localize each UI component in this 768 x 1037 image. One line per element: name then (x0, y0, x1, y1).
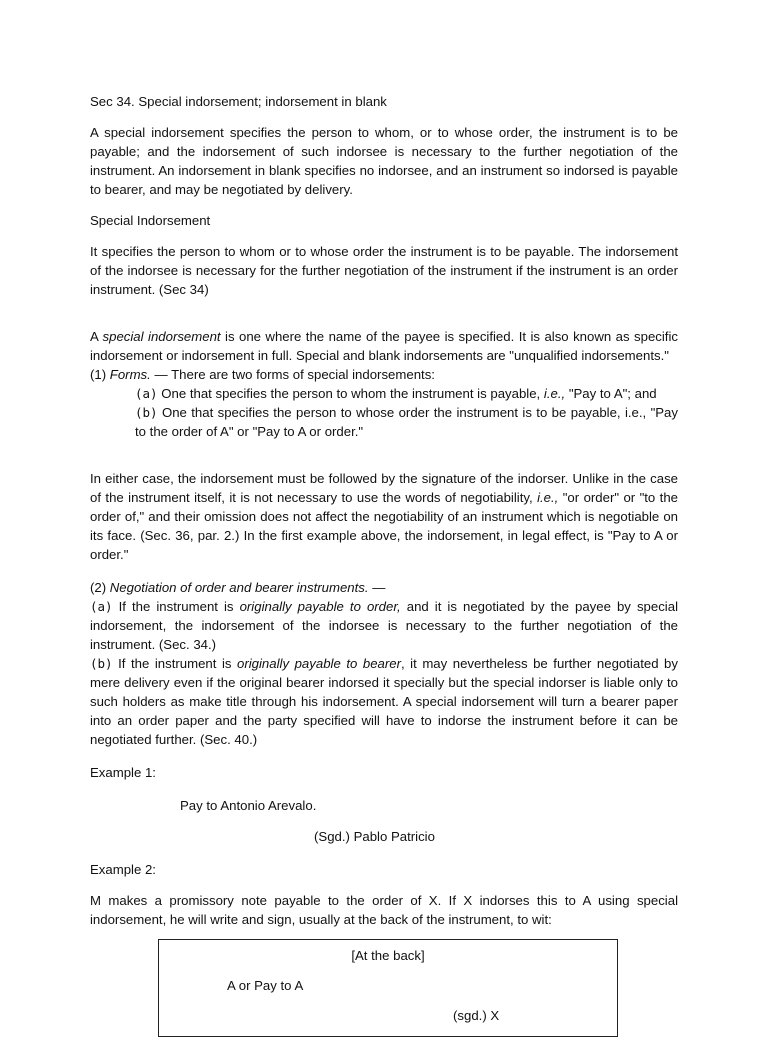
box-heading: [At the back] (351, 948, 425, 963)
list-marker: (b) (90, 656, 113, 671)
box-pay-line: A or Pay to A (227, 978, 304, 993)
italic-term: i.e., (537, 490, 559, 505)
list-marker: (a) (135, 386, 158, 401)
negotiation-b-item (90, 654, 678, 749)
section-title: Sec 34. Special indorsement; indorsement in blank (90, 94, 387, 109)
example2-paragraph: M makes a promissory note payable to the order of X. If X indorses this to A using special indorsement, he will write and sign, usually at the back of the instrument, to wit: (90, 893, 678, 927)
example1-signature: (Sgd.) Pablo Patricio (314, 829, 435, 844)
text-segment: (2) (90, 580, 110, 595)
form-a-item (90, 384, 678, 403)
text-segment: , it may nevertheless be further negotiated by mere delivery even if the original bearer indorsed it specially but the special indorser is liable only to such holders as make title through his indorsement. A special indorsement will turn a bearer paper into an order paper and the party specified will have to indorse the instrument before it can be negotiated further. (Sec. 40.) (90, 656, 678, 747)
text-segment: In either case, the indorsement must be followed by the signature of the indorser. Unlike in the case of the instrument itself, it is not necessary to use the words of negotiability, (90, 471, 678, 505)
text-segment: A (90, 329, 103, 344)
italic-term: Forms. (109, 367, 151, 382)
text-segment: — There are two forms of special indorsements: (150, 367, 435, 382)
text-segment: "or order" or "to the order of," and their omission does not affect the negotiability of an instrument which is negotiable on its face. (Sec. 36, par. 2.) In the first example above, the indorsement, in legal effect, is "Pay to A or order." (90, 490, 679, 562)
text-segment: "Pay to A"; and (565, 386, 657, 401)
negotiation-heading (90, 578, 678, 597)
list-marker: (a) (90, 599, 113, 614)
italic-term: originally payable to order, (239, 599, 401, 614)
negotiation-a-item (90, 597, 678, 654)
italic-term: special indorsement (102, 329, 221, 344)
forms-line (90, 365, 678, 384)
document-page (90, 92, 678, 1037)
italic-term: Negotiation of order and bearer instruments. — (109, 580, 386, 595)
paragraph-special-specifies: It specifies the person to whom or to whose order the instrument is to be payable. The indorsement of the indorsee is necessary for the further negotiation of the instrument if the instrument is an order instrument. (Sec 34) (90, 244, 678, 297)
text-segment: If the instrument is (112, 656, 238, 671)
form-b-item (90, 403, 678, 441)
paragraph-definition: A special indorsement specifies the person to whom, or to whose order, the instrument is to be payable; and the indorsement of such indorsee is necessary to the further negotiation of the instrument. An indorsement in blank specifies no indorsee, and an instrument so indorsed is payable to bearer, and may be negotiated by delivery. (90, 125, 678, 197)
example1-pay-line: Pay to Antonio Arevalo. (180, 798, 317, 813)
text-segment: One that specifies the person to whose order the instrument is to be payable, i.e., "Pay to the order of A" or "Pay to A or order." (135, 405, 678, 439)
text-segment: and it is negotiated by the payee by special indorsement, the indorsement of the indorsee is necessary to the further negotiation of the instrument. (Sec. 34.) (90, 599, 678, 652)
text-segment: If the instrument is (112, 599, 240, 614)
text-segment: (1) (90, 367, 110, 382)
text-segment: is one where the name of the payee is specified. It is also known as specific indorsement or indorsement in full. Special and blank indorsements are "unqualified indorsements." (90, 329, 678, 363)
paragraph-either-case (90, 469, 678, 564)
italic-term: i.e., (543, 386, 566, 401)
box-signature: (sgd.) X (453, 1008, 500, 1023)
text-segment: One that specifies the person to whom the instrument is payable, (157, 386, 544, 401)
paragraph-special-definition (90, 327, 678, 365)
list-marker: (b) (135, 405, 158, 420)
heading-special-indorsement: Special Indorsement (90, 213, 211, 228)
example1-label: Example 1: (90, 765, 156, 780)
italic-term: originally payable to bearer (237, 656, 401, 671)
example2-label: Example 2: (90, 862, 156, 877)
indorsement-box (158, 939, 618, 1037)
